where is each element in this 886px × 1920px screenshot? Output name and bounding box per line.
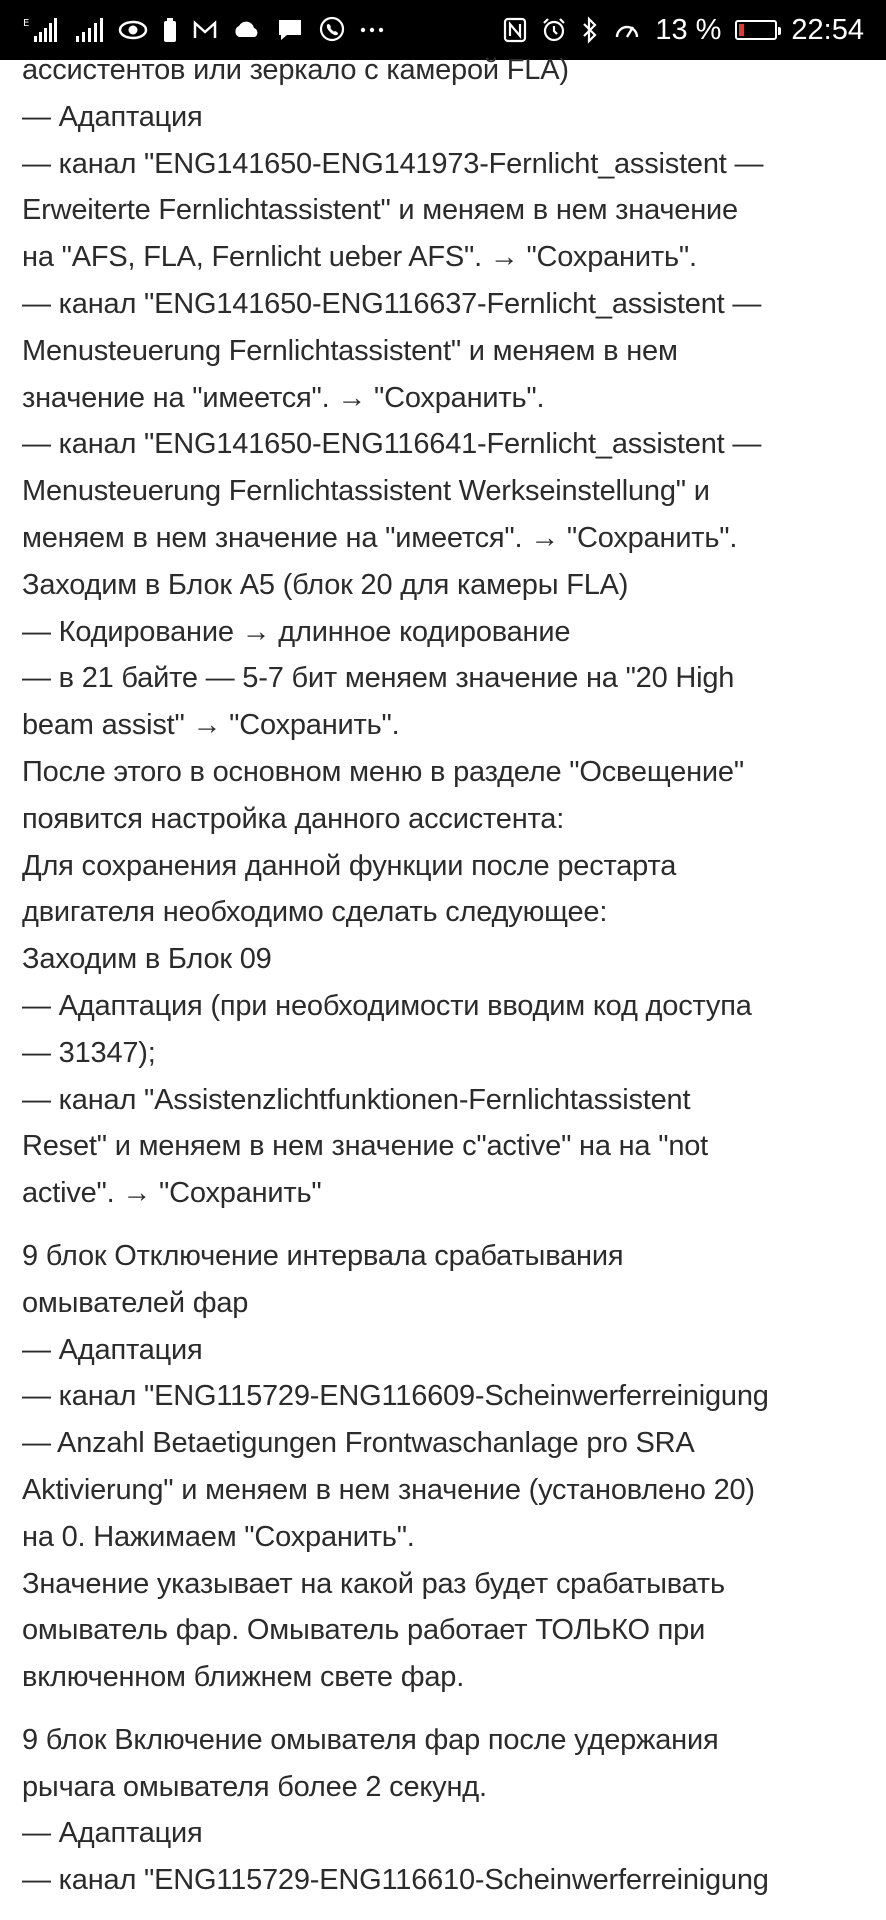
text-line: появится настройка данного ассистента: xyxy=(22,802,565,835)
battery-icon xyxy=(735,20,777,40)
text-line: двигателя необходимо сделать следующее: xyxy=(22,896,608,929)
text-line: — 31347); xyxy=(22,1036,156,1069)
text-line: на 0. Нажимаем "Сохранить". xyxy=(22,1520,415,1553)
nfc-icon xyxy=(503,17,527,43)
article-content xyxy=(22,54,872,1904)
text-line: меняем в нем значение на "имеется". → "Сохранить". xyxy=(22,521,738,554)
status-bar-notifications xyxy=(22,16,384,44)
text-line: омывателей фар xyxy=(22,1286,249,1319)
text-line: 9 блок Включение омывателя фар после удержания xyxy=(22,1723,719,1756)
text-line: — канал "ENG141650-ENG116641-Fernlicht_assistent — xyxy=(22,428,762,461)
more-icon xyxy=(360,26,384,34)
text-line: — канал "ENG115729-ENG116610-Scheinwerferreinigung xyxy=(22,1864,769,1897)
text-line: Aktivierung" и меняем в нем значение (установлено 20) xyxy=(22,1473,755,1506)
cloud-icon xyxy=(232,19,262,41)
text-line: beam assist" → "Сохранить". xyxy=(22,709,400,742)
text-line: Erweiterte Fernlichtassistent" и меняем в нем значение xyxy=(22,194,738,227)
text-line: — Anzahl Betaetigungen Frontwaschanlage pro SRA xyxy=(22,1427,695,1460)
article-paragraph-2 xyxy=(22,1233,872,1701)
chat-icon xyxy=(276,17,304,43)
text-line: — в 21 байте — 5-7 бит меняем значение на "20 High xyxy=(22,662,735,695)
signal-e-icon xyxy=(22,16,60,44)
bluetooth-icon xyxy=(581,16,599,44)
svg-text:E: E xyxy=(23,18,30,29)
mail-icon xyxy=(192,19,218,41)
text-line: — канал "ENG141650-ENG116637-Fernlicht_assistent — xyxy=(22,287,762,320)
text-line: омыватель фар. Омыватель работает ТОЛЬКО при xyxy=(22,1614,706,1647)
text-line: — канал "ENG115729-ENG116609-Scheinwerferreinigung xyxy=(22,1380,769,1413)
battery-level-fill xyxy=(739,24,743,36)
article-paragraph-1 xyxy=(22,47,872,1217)
signal-bars-icon xyxy=(74,16,104,44)
text-line: — канал "ENG141650-ENG141973-Fernlicht_assistent — xyxy=(22,147,764,180)
text-line: включенном ближнем свете фар. xyxy=(22,1661,465,1694)
status-bar-system xyxy=(503,14,864,47)
text-line: — Адаптация xyxy=(22,1817,203,1850)
battery-saver-icon xyxy=(162,17,178,43)
clock: 22:54 xyxy=(791,13,864,46)
text-line: — канал "Assistenzlichtfunktionen-Fernlichtassistent xyxy=(22,1083,691,1116)
text-line: active". → "Сохранить" xyxy=(22,1177,322,1210)
text-line: После этого в основном меню в разделе "Освещение" xyxy=(22,755,744,788)
text-line: Заходим в Блок A5 (блок 20 для камеры FLA) xyxy=(22,568,629,601)
text-line: — Адаптация xyxy=(22,100,203,133)
eye-icon xyxy=(118,19,148,41)
text-line: Reset" и меняем в нем значение с"active" на на "not xyxy=(22,1130,709,1163)
article-paragraph-3 xyxy=(22,1717,872,1904)
text-line: значение на "имеется". → "Сохранить". xyxy=(22,381,545,414)
alarm-icon xyxy=(541,17,567,43)
text-line: Для сохранения данной функции после рестарта xyxy=(22,849,677,882)
text-line: Заходим в Блок 09 xyxy=(22,943,272,976)
text-line: ассистентов или зеркало с камерой FLA) xyxy=(22,54,569,86)
text-line: на "AFS, FLA, Fernlicht ueber AFS". → "Сохранить". xyxy=(22,241,697,274)
viber-icon xyxy=(318,16,346,44)
text-line: — Адаптация (при необходимости вводим код доступа xyxy=(22,989,752,1022)
text-line: Menusteuerung Fernlichtassistent Werkseinstellung" и xyxy=(22,475,710,508)
text-line: Значение указывает на какой раз будет срабатывать xyxy=(22,1567,725,1600)
text-line: — Адаптация xyxy=(22,1333,203,1366)
text-line: — Кодирование → длинное кодирование xyxy=(22,615,571,648)
text-line: 9 блок Отключение интервала срабатывания xyxy=(22,1239,624,1272)
battery-percent-text: 13 % xyxy=(655,13,722,46)
text-line: рычага омывателя более 2 секунд. xyxy=(22,1770,487,1803)
text-line: Menusteuerung Fernlichtassistent" и меняем в нем xyxy=(22,334,678,367)
data-speed-icon xyxy=(613,17,641,43)
